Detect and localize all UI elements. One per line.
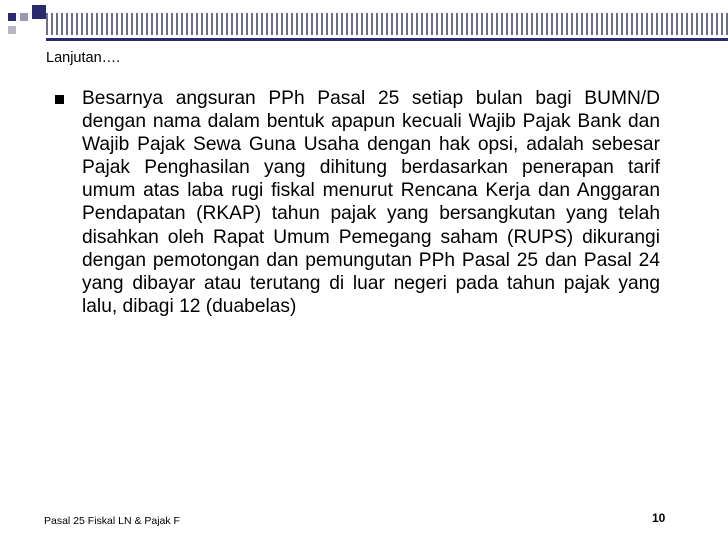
bullet-item (50, 87, 660, 318)
footer-text: Pasal 25 Fiskal LN & Pajak F (44, 515, 180, 527)
header-decor-square (8, 26, 16, 34)
bullet-text: Besarnya angsuran PPh Pasal 25 setiap bulan bagi BUMN/D dengan nama dalam bentuk apapun kecuali Wajib Pajak Bank dan Wajib Pajak Sewa Guna Usaha dengan hak opsi, adalah sebesar Pajak Penghasilan yang dihitung berdasarkan penerapan tarif umum atas laba rugi fiskal menurut Rencana Kerja dan Anggaran Pendapatan (RKAP) tahun pajak yang bersangkutan yang telah disahkan oleh Rapat Umum Pemegang saham (RUPS) dikurangi dengan pemotongan dan pemungutan PPh Pasal 25 dan Pasal 24 yang dibayar atau terutang di luar negeri pada tahun pajak yang lalu, dibagi 12 (duabelas) (82, 88, 660, 317)
header-rule (46, 38, 728, 41)
header-decor-square (32, 5, 46, 19)
slide-subtitle: Lanjutan…. (46, 50, 121, 66)
square-bullet-icon (55, 95, 64, 104)
header-stripe-band (46, 13, 728, 35)
header-decor-square (20, 13, 28, 21)
page-number: 10 (652, 511, 666, 525)
header-decor-square (8, 13, 16, 21)
